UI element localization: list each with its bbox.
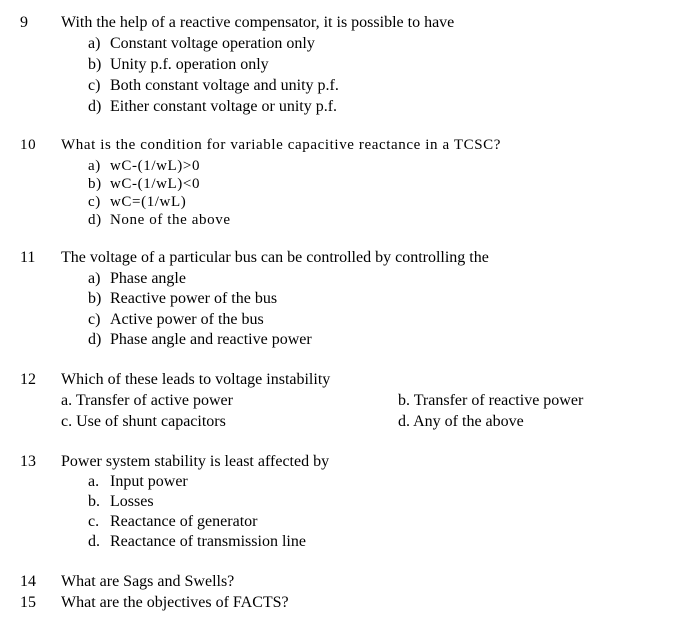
option-c (88, 512, 257, 532)
option-c (88, 76, 339, 96)
option-text: wC-(1/wL)<0 (110, 176, 201, 192)
option-text: Phase angle (110, 270, 186, 287)
option-c (61, 412, 226, 432)
option-a (88, 34, 315, 54)
question-text: What are the objectives of FACTS? (61, 594, 289, 611)
option-a (88, 472, 188, 492)
question-number: 12 (20, 371, 36, 388)
option-a (88, 269, 186, 289)
option-text: Either constant voltage or unity p.f. (110, 98, 338, 115)
option-label: a) (88, 35, 101, 52)
question-number: 10 (20, 137, 37, 153)
option-label: b. (88, 493, 100, 510)
option-text: Transfer of reactive power (413, 392, 584, 409)
option-text: Reactance of transmission line (110, 533, 306, 550)
option-c (88, 192, 186, 212)
option-d (88, 330, 312, 350)
option-text: Constant voltage operation only (110, 35, 315, 52)
question-number: 11 (20, 249, 36, 266)
option-label: c. (61, 413, 73, 430)
option-text: Phase angle and reactive power (110, 331, 312, 348)
option-b (88, 174, 200, 194)
option-label: d) (88, 331, 102, 348)
option-label: c) (88, 77, 101, 94)
option-d (88, 532, 306, 552)
question-text: What are Sags and Swells? (61, 573, 235, 590)
option-text: None of the above (110, 212, 231, 228)
option-label: c. (88, 513, 100, 530)
option-label: b) (88, 56, 102, 73)
option-b (88, 492, 154, 512)
option-text: Input power (110, 473, 188, 490)
question-text: With the help of a reactive compensator, it is possible to have (61, 14, 455, 31)
question-text: The voltage of a particular bus can be controlled by controlling the (61, 249, 489, 266)
option-text: Transfer of active power (75, 392, 233, 409)
option-label: d. (398, 413, 410, 430)
question-number: 9 (20, 14, 28, 31)
option-text: Losses (110, 493, 154, 510)
option-a (61, 391, 233, 411)
option-b (398, 391, 583, 411)
option-d (398, 412, 524, 432)
option-text: Active power of the bus (110, 311, 264, 328)
question-number: 14 (20, 573, 36, 590)
question-number: 15 (20, 594, 36, 611)
option-label: a. (61, 392, 73, 409)
option-text: Reactive power of the bus (110, 290, 278, 307)
option-label: a) (88, 270, 101, 287)
option-d (88, 210, 231, 230)
option-b (88, 55, 269, 75)
option-b (88, 289, 277, 309)
question-text: Which of these leads to voltage instability (61, 371, 331, 388)
option-label: a) (88, 158, 101, 174)
option-text: Unity p.f. operation only (110, 56, 269, 73)
option-text: wC-(1/wL)>0 (110, 158, 201, 174)
option-text: Reactance of generator (110, 513, 258, 530)
option-label: d) (88, 212, 102, 228)
option-label: b. (398, 392, 410, 409)
option-d (88, 97, 337, 117)
option-label: b) (88, 290, 102, 307)
question-text: Power system stability is least affected by (61, 453, 330, 470)
option-label: d. (88, 533, 100, 550)
option-label: c) (88, 311, 101, 328)
option-text: wC=(1/wL) (110, 194, 187, 210)
question-text: What is the condition for variable capacitive reactance in a TCSC? (61, 137, 501, 153)
option-text: Any of the above (413, 413, 524, 430)
question-number: 13 (20, 453, 36, 470)
option-text: Use of shunt capacitors (76, 413, 226, 430)
option-a (88, 156, 200, 176)
option-label: c) (88, 194, 101, 210)
option-label: b) (88, 176, 102, 192)
option-label: d) (88, 98, 102, 115)
option-text: Both constant voltage and unity p.f. (110, 77, 339, 94)
option-c (88, 310, 264, 330)
option-label: a. (88, 473, 100, 490)
